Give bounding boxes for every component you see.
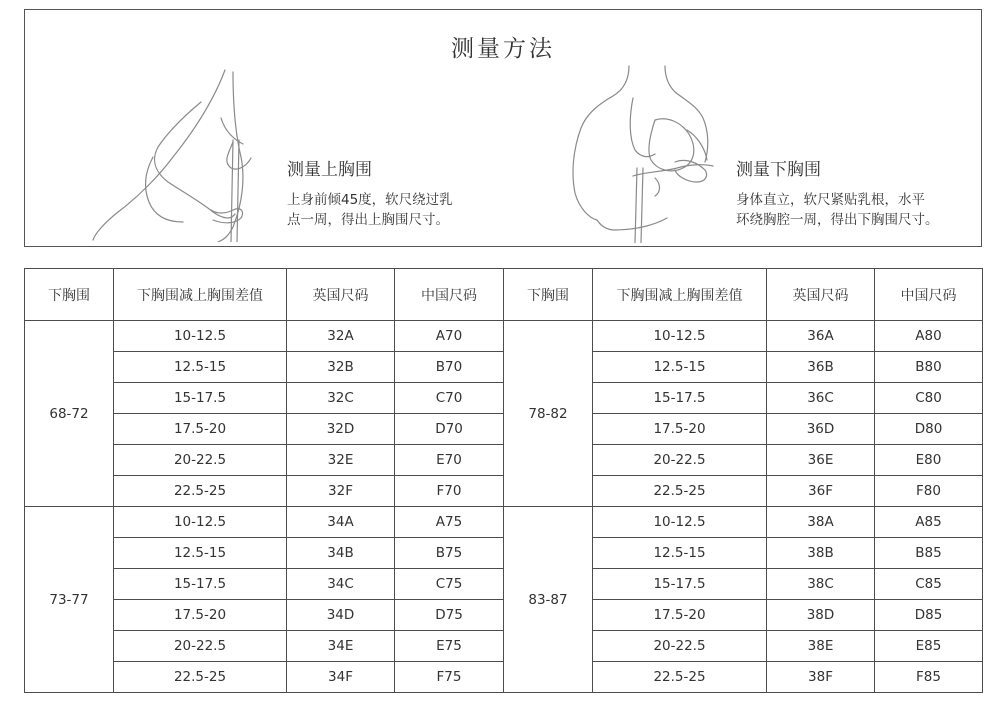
uk-size-cell: 36F [767,476,875,507]
header-uk-size: 英国尺码 [287,269,395,321]
uk-size-cell: 38C [767,569,875,600]
underbust-range-cell: 78-82 [504,321,593,507]
uk-size-cell: 36C [767,383,875,414]
difference-cell: 10-12.5 [593,321,767,352]
uk-size-cell: 32A [287,321,395,352]
difference-cell: 12.5-15 [114,538,287,569]
difference-cell: 12.5-15 [593,352,767,383]
uk-size-cell: 38B [767,538,875,569]
uk-size-cell: 36B [767,352,875,383]
cn-size-cell: C80 [875,383,983,414]
difference-cell: 17.5-20 [593,600,767,631]
cn-size-cell: B85 [875,538,983,569]
cn-size-cell: C70 [395,383,504,414]
upper-bust-desc-line: 上身前倾45度，软尺绕过乳 [287,192,453,208]
header-difference: 下胸围减上胸围差值 [114,269,287,321]
difference-cell: 17.5-20 [593,414,767,445]
difference-cell: 15-17.5 [593,569,767,600]
uk-size-cell: 36A [767,321,875,352]
cn-size-cell: F85 [875,662,983,693]
cn-size-cell: D70 [395,414,504,445]
difference-cell: 20-22.5 [114,631,287,662]
difference-cell: 22.5-25 [114,476,287,507]
cn-size-cell: A85 [875,507,983,538]
upper-bust-description [287,190,453,230]
cn-size-cell: E75 [395,631,504,662]
header-underbust: 下胸围 [504,269,593,321]
cn-size-cell: C85 [875,569,983,600]
upper-bust-desc-line: 点一周，得出上胸围尺寸。 [287,212,449,228]
cn-size-cell: A80 [875,321,983,352]
upper-bust-heading: 测量上胸围 [287,160,372,180]
uk-size-cell: 32C [287,383,395,414]
size-table-body [25,321,983,693]
cn-size-cell: A70 [395,321,504,352]
uk-size-cell: 32E [287,445,395,476]
cn-size-cell: D75 [395,600,504,631]
uk-size-cell: 36D [767,414,875,445]
uk-size-cell: 34A [287,507,395,538]
table-row [25,507,983,538]
cn-size-cell: E85 [875,631,983,662]
cn-size-cell: A75 [395,507,504,538]
uk-size-cell: 32B [287,352,395,383]
cn-size-cell: F80 [875,476,983,507]
difference-cell: 10-12.5 [114,507,287,538]
difference-cell: 10-12.5 [114,321,287,352]
cn-size-cell: F70 [395,476,504,507]
difference-cell: 12.5-15 [114,352,287,383]
measurement-method-panel [24,9,982,247]
table-header-row [25,269,983,321]
difference-cell: 10-12.5 [593,507,767,538]
difference-cell: 17.5-20 [114,414,287,445]
difference-cell: 17.5-20 [114,600,287,631]
difference-cell: 15-17.5 [114,383,287,414]
uk-size-cell: 34C [287,569,395,600]
uk-size-cell: 38D [767,600,875,631]
lower-bust-desc-line: 身体直立，软尺紧贴乳根，水平 [736,192,925,208]
method-title: 测量方法 [451,36,555,62]
cn-size-cell: B70 [395,352,504,383]
header-cn-size: 中国尺码 [875,269,983,321]
size-chart-table [24,268,983,693]
uk-size-cell: 36E [767,445,875,476]
difference-cell: 15-17.5 [593,383,767,414]
difference-cell: 20-22.5 [593,631,767,662]
uk-size-cell: 38A [767,507,875,538]
uk-size-cell: 34D [287,600,395,631]
header-uk-size: 英国尺码 [767,269,875,321]
difference-cell: 22.5-25 [593,476,767,507]
difference-cell: 20-22.5 [114,445,287,476]
header-cn-size: 中国尺码 [395,269,504,321]
uk-size-cell: 38E [767,631,875,662]
underbust-range-cell: 68-72 [25,321,114,507]
cn-size-cell: B80 [875,352,983,383]
uk-size-cell: 34F [287,662,395,693]
cn-size-cell: E80 [875,445,983,476]
cn-size-cell: D80 [875,414,983,445]
difference-cell: 22.5-25 [114,662,287,693]
difference-cell: 12.5-15 [593,538,767,569]
table-row [25,321,983,352]
header-difference: 下胸围减上胸围差值 [593,269,767,321]
uk-size-cell: 32F [287,476,395,507]
difference-cell: 22.5-25 [593,662,767,693]
underbust-range-cell: 83-87 [504,507,593,693]
uk-size-cell: 34E [287,631,395,662]
uk-size-cell: 32D [287,414,395,445]
uk-size-cell: 34B [287,538,395,569]
cn-size-cell: C75 [395,569,504,600]
cn-size-cell: D85 [875,600,983,631]
lower-bust-heading: 测量下胸围 [736,160,821,180]
lower-bust-description [736,190,939,230]
header-underbust: 下胸围 [25,269,114,321]
uk-size-cell: 38F [767,662,875,693]
cn-size-cell: F75 [395,662,504,693]
difference-cell: 20-22.5 [593,445,767,476]
difference-cell: 15-17.5 [114,569,287,600]
cn-size-cell: E70 [395,445,504,476]
upper-bust-illustration [83,62,253,242]
underbust-range-cell: 73-77 [25,507,114,693]
lower-bust-desc-line: 环绕胸腔一周，得出下胸围尺寸。 [736,212,939,228]
cn-size-cell: B75 [395,538,504,569]
lower-bust-illustration [537,58,717,243]
